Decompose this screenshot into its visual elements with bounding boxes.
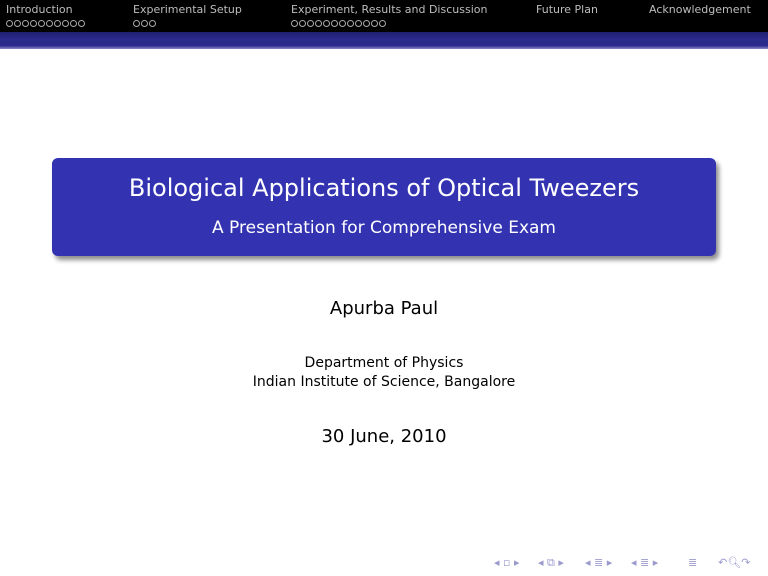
frame-dot[interactable]: [371, 20, 378, 27]
frame-dot[interactable]: [149, 20, 156, 27]
frame-dot[interactable]: [299, 20, 306, 27]
frame-nav-icon[interactable]: ◂ ▫ ▸: [494, 556, 520, 569]
slide-title: Biological Applications of Optical Tweezers: [128, 174, 640, 202]
section-label: Future Plan: [536, 3, 598, 16]
section-nav-icon[interactable]: ◂ ≣ ▸: [585, 556, 613, 569]
frame-dot[interactable]: [291, 20, 298, 27]
title-box: [52, 158, 716, 256]
frame-dot[interactable]: [315, 20, 322, 27]
frame-dot[interactable]: [62, 20, 69, 27]
nav-section-introduction[interactable]: [6, 3, 86, 30]
frame-dot[interactable]: [331, 20, 338, 27]
section-label: Experiment, Results and Discussion: [291, 3, 488, 16]
frame-dot[interactable]: [363, 20, 370, 27]
frame-dot[interactable]: [339, 20, 346, 27]
frame-dot[interactable]: [54, 20, 61, 27]
frame-dot[interactable]: [355, 20, 362, 27]
department: Department of Physics: [304, 355, 464, 371]
frame-dots[interactable]: [6, 17, 86, 30]
date: 30 June, 2010: [321, 426, 447, 447]
frame-dot[interactable]: [30, 20, 37, 27]
frame-dot[interactable]: [379, 20, 386, 27]
nav-section-experiment-results[interactable]: [291, 3, 487, 30]
subsection-list-nav-icon[interactable]: ◂ ≣ ▸: [631, 556, 659, 569]
author: Apurba Paul: [329, 298, 439, 319]
frame-dot[interactable]: [307, 20, 314, 27]
nav-section-acknowledgement[interactable]: [649, 3, 751, 16]
header-band: [0, 32, 768, 49]
nav-section-future-plan[interactable]: [536, 3, 598, 16]
frame-dot[interactable]: [70, 20, 77, 27]
frame-dot[interactable]: [78, 20, 85, 27]
frame-dot[interactable]: [38, 20, 45, 27]
nav-section-experimental-setup[interactable]: [133, 3, 242, 30]
section-label: Experimental Setup: [133, 3, 242, 16]
header-bar: [0, 0, 768, 32]
frame-dot[interactable]: [347, 20, 354, 27]
frame-dot[interactable]: [323, 20, 330, 27]
subsection-nav-icon[interactable]: ◂ ⧉ ▸: [538, 556, 564, 569]
slide-subtitle: A Presentation for Comprehensive Exam: [212, 218, 556, 238]
institute: Indian Institute of Science, Bangalore: [252, 374, 516, 390]
frame-dots[interactable]: [133, 17, 242, 30]
section-label: Introduction: [6, 3, 73, 16]
frame-dot[interactable]: [141, 20, 148, 27]
frame-dot[interactable]: [22, 20, 29, 27]
frame-dot[interactable]: [14, 20, 21, 27]
frame-dot[interactable]: [46, 20, 53, 27]
undo-search-redo-icon[interactable]: ↶🔍︎↷: [718, 556, 751, 569]
toc-icon[interactable]: ≣: [688, 556, 698, 569]
section-label: Acknowledgement: [649, 3, 751, 16]
frame-dot[interactable]: [133, 20, 140, 27]
frame-dot[interactable]: [6, 20, 13, 27]
frame-dots[interactable]: [291, 17, 487, 30]
